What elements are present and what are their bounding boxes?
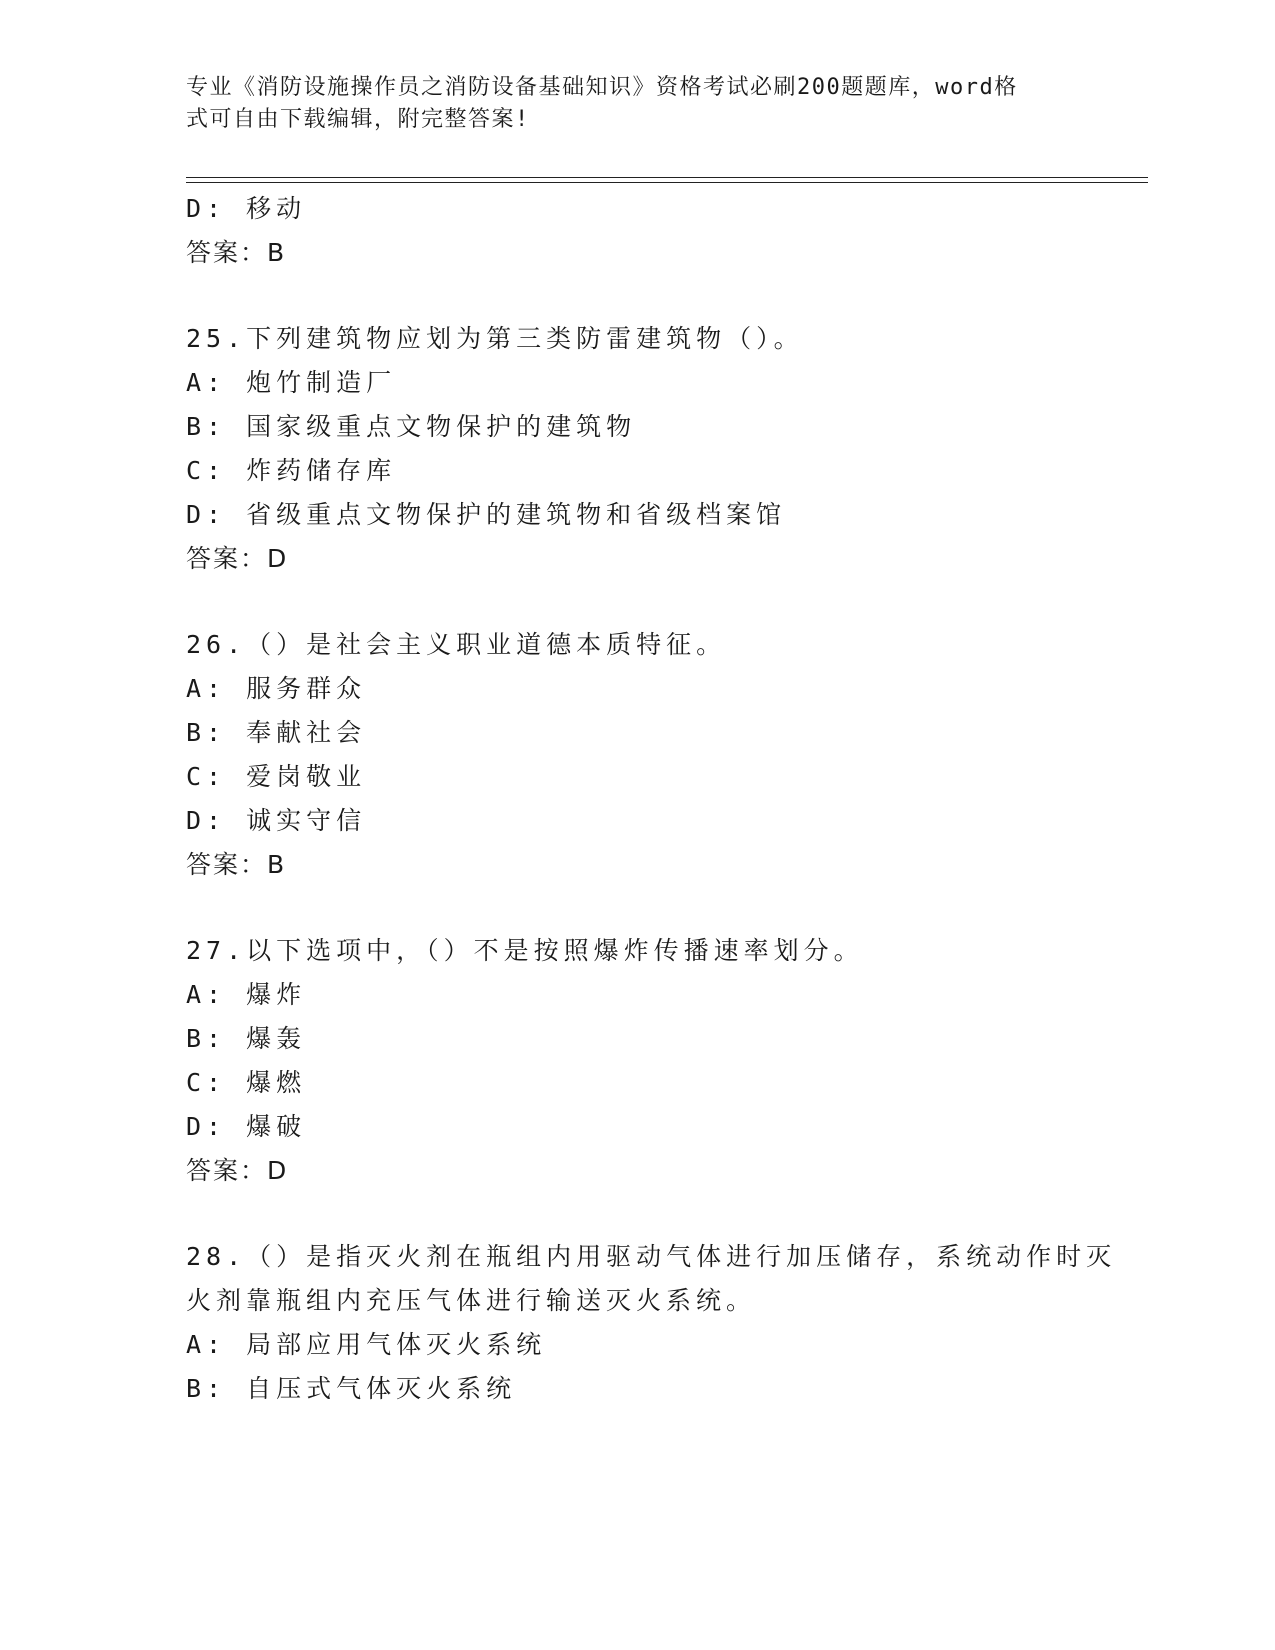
question-26-answer: 答案：B xyxy=(186,850,287,879)
question-25-option-c: C: 炸药储存库 xyxy=(186,456,397,485)
question-28-stem-line-2: 火剂靠瓶组内充压气体进行输送灭火系统。 xyxy=(186,1286,757,1315)
question-25-answer: 答案：D xyxy=(186,544,289,573)
question-25-option-b: B: 国家级重点文物保护的建筑物 xyxy=(186,412,637,441)
question-28-option-a: A: 局部应用气体灭火系统 xyxy=(186,1330,547,1359)
question-26-option-a: A: 服务群众 xyxy=(186,674,367,703)
question-28-stem-line-1: 28.（）是指灭火剂在瓶组内用驱动气体进行加压储存，系统动作时灭 xyxy=(186,1242,1117,1271)
question-27-option-b: B: 爆轰 xyxy=(186,1024,307,1053)
question-27-option-d: D: 爆破 xyxy=(186,1112,307,1141)
header-line-1: 专业《消防设施操作员之消防设备基础知识》资格考试必刷200题题库，word格 xyxy=(186,75,1018,100)
question-26-stem: 26.（）是社会主义职业道德本质特征。 xyxy=(186,630,727,659)
question-27-stem: 27.以下选项中，（）不是按照爆炸传播速率划分。 xyxy=(186,936,864,965)
prev-option-d: D: 移动 xyxy=(186,194,307,223)
question-27-option-c: C: 爆燃 xyxy=(186,1068,307,1097)
document-header xyxy=(186,72,1086,136)
question-27-option-a: A: 爆炸 xyxy=(186,980,307,1009)
question-28-option-b: B: 自压式气体灭火系统 xyxy=(186,1374,517,1403)
header-line-2: 式可自由下载编辑，附完整答案! xyxy=(186,107,530,132)
question-26-option-d: D: 诚实守信 xyxy=(186,806,367,835)
question-25-option-a: A: 炮竹制造厂 xyxy=(186,368,397,397)
question-25-stem: 25.下列建筑物应划为第三类防雷建筑物（）。 xyxy=(186,324,804,353)
header-divider-top xyxy=(186,177,1148,178)
prev-answer: 答案：B xyxy=(186,238,287,267)
question-26-option-b: B: 奉献社会 xyxy=(186,718,367,747)
question-25-option-d: D: 省级重点文物保护的建筑物和省级档案馆 xyxy=(186,500,787,529)
header-divider-bottom xyxy=(186,182,1148,183)
question-27-answer: 答案：D xyxy=(186,1156,289,1185)
question-26-option-c: C: 爱岗敬业 xyxy=(186,762,367,791)
